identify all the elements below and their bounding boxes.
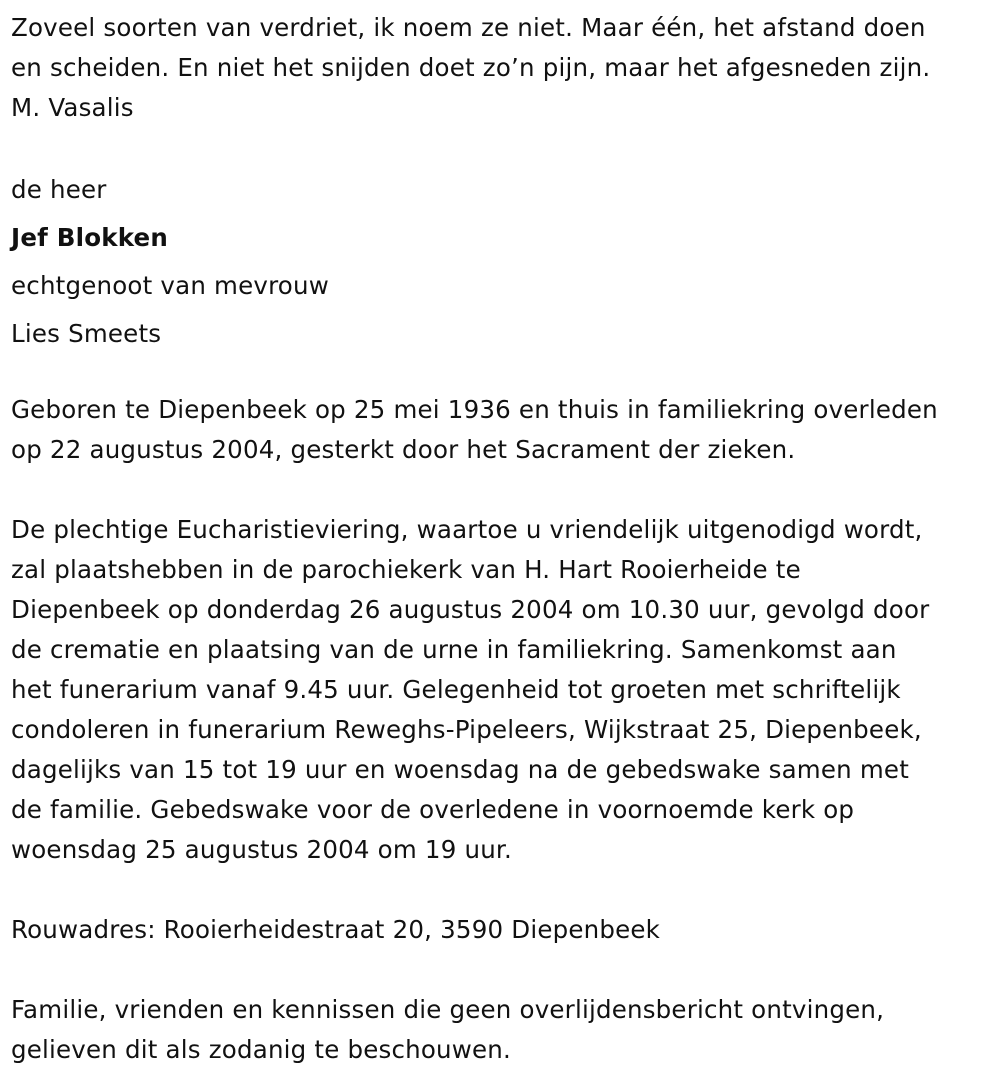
spouse-name: Lies Smeets xyxy=(11,319,162,348)
deceased-title: de heer xyxy=(11,175,107,204)
paragraph-line: de familie. Gebedswake voor de overledene in voornoemde kerk op xyxy=(11,795,855,824)
paragraph-line: Diepenbeek op donderdag 26 augustus 2004 om 10.30 uur, gevolgd door xyxy=(11,595,930,624)
paragraph-line: Geboren te Diepenbeek op 25 mei 1936 en thuis in familiekring overleden xyxy=(11,395,938,424)
paragraph-line: dagelijks van 15 tot 19 uur en woensdag na de gebedswake samen met xyxy=(11,755,910,784)
address-paragraph xyxy=(11,910,990,950)
ceremony-paragraph xyxy=(11,510,990,870)
paragraph-line: woensdag 25 augustus 2004 om 19 uur. xyxy=(11,835,512,864)
paragraph-line: de crematie en plaatsing van de urne in familiekring. Samenkomst aan xyxy=(11,635,897,664)
birth-death-paragraph xyxy=(11,390,990,470)
quote-author: M. Vasalis xyxy=(11,93,134,122)
paragraph-line: Familie, vrienden en kennissen die geen overlijdensbericht ontvingen, xyxy=(11,995,885,1024)
quote-line: Zoveel soorten van verdriet, ik noem ze niet. Maar één, het afstand doen xyxy=(11,13,926,42)
closing-paragraph xyxy=(11,990,990,1070)
quote xyxy=(11,8,990,128)
paragraph-line: De plechtige Eucharistieviering, waartoe u vriendelijk uitgenodigd wordt, xyxy=(11,515,923,544)
quote-line: en scheiden. En niet het snijden doet zo’n pijn, maar het afgesneden zijn. xyxy=(11,53,931,82)
paragraph-line: zal plaatshebben in de parochiekerk van H. Hart Rooierheide te xyxy=(11,555,801,584)
paragraph-line: condoleren in funerarium Reweghs-Pipeleers, Wijkstraat 25, Diepenbeek, xyxy=(11,715,922,744)
paragraph-line: op 22 augustus 2004, gesterkt door het Sacrament der zieken. xyxy=(11,435,796,464)
paragraph-line: het funerarium vanaf 9.45 uur. Gelegenheid tot groeten met schriftelijk xyxy=(11,675,901,704)
deceased-name: Jef Blokken xyxy=(11,223,169,252)
paragraph-line: gelieven dit als zodanig te beschouwen. xyxy=(11,1035,512,1064)
deceased-block xyxy=(11,166,990,358)
deceased-relation: echtgenoot van mevrouw xyxy=(11,271,329,300)
mourning-address: Rouwadres: Rooierheidestraat 20, 3590 Diepenbeek xyxy=(11,915,661,944)
